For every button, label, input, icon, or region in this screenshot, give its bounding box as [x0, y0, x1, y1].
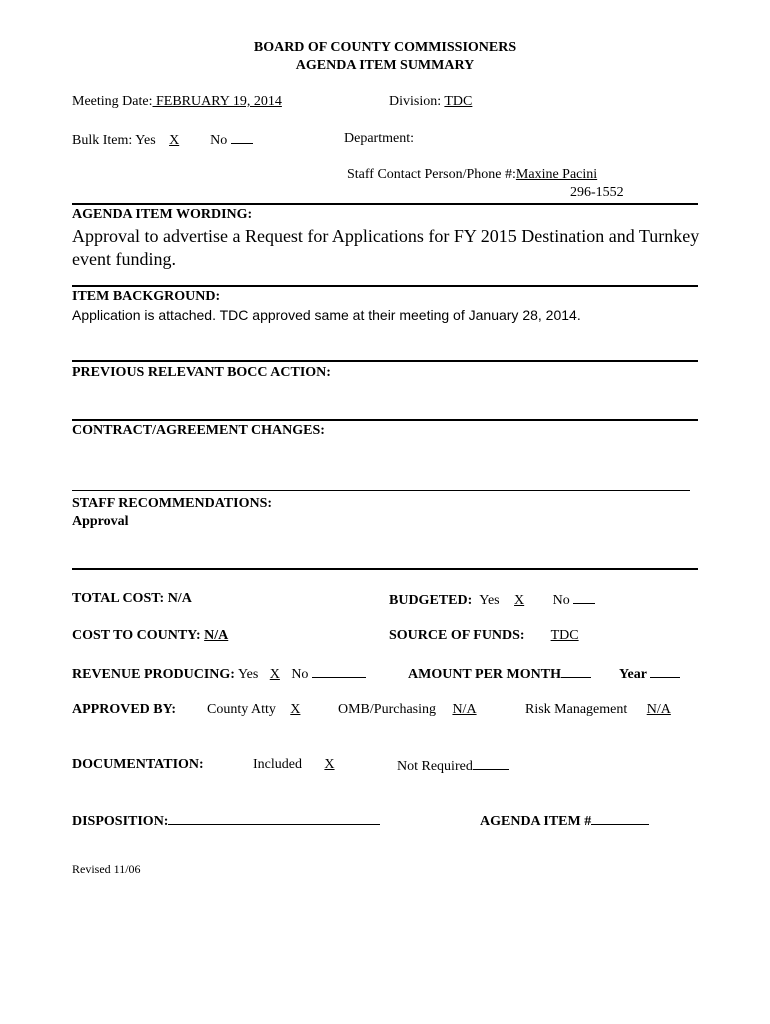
included-value: X — [324, 757, 335, 772]
bulk-item-no-blank — [231, 131, 253, 144]
not-required-row — [397, 757, 509, 775]
risk-management-row — [525, 702, 687, 718]
disposition-label: DISPOSITION: — [72, 814, 169, 829]
year-row — [619, 665, 680, 683]
budgeted-yes-label: Yes — [479, 593, 500, 608]
agenda-item-label: AGENDA ITEM # — [480, 814, 592, 829]
amount-per-month-label: AMOUNT PER MONTH — [408, 667, 561, 682]
form-subtitle: AGENDA ITEM SUMMARY — [295, 58, 475, 73]
budgeted-no-label: No — [552, 593, 570, 608]
disposition-row — [72, 812, 380, 830]
revised-note: Revised 11/06 — [72, 862, 141, 876]
item-background-text: Application is attached. TDC approved same at their meeting of January 28, 2014. — [72, 307, 581, 323]
county-atty-row — [207, 702, 311, 718]
risk-management-label: Risk Management — [525, 702, 628, 717]
division-label: Division: — [389, 94, 442, 109]
not-required-label: Not Required — [397, 759, 473, 774]
included-row — [253, 757, 353, 773]
omb-row — [338, 702, 490, 718]
staff-contact-label: Staff Contact Person/Phone #: — [347, 167, 516, 182]
agenda-item-blank — [591, 812, 649, 825]
not-required-blank — [473, 757, 509, 770]
item-background-label: ITEM BACKGROUND: — [72, 289, 221, 304]
omb-label: OMB/Purchasing — [338, 702, 436, 717]
bulk-item-no-label: No — [210, 133, 228, 148]
cost-to-county-row — [72, 628, 228, 644]
documentation-label: DOCUMENTATION: — [72, 757, 204, 772]
year-blank — [650, 665, 680, 678]
divider-5 — [72, 490, 690, 491]
risk-management-value: N/A — [646, 702, 671, 717]
contract-changes-label: CONTRACT/AGREEMENT CHANGES: — [72, 423, 325, 438]
division-row — [389, 94, 472, 110]
bulk-item-row — [72, 131, 253, 149]
revenue-no-blank — [312, 665, 366, 678]
previous-action-label: PREVIOUS RELEVANT BOCC ACTION: — [72, 365, 331, 380]
agenda-item-row — [480, 812, 649, 830]
divider-6 — [72, 568, 698, 570]
staff-contact-phone: 296-1552 — [570, 185, 624, 200]
budgeted-yes-value: X — [514, 593, 525, 608]
divider-1 — [72, 203, 698, 205]
revenue-row — [72, 665, 366, 683]
bulk-item-label: Bulk Item: — [72, 133, 133, 148]
included-label: Included — [253, 757, 302, 772]
revenue-no-label: No — [291, 667, 309, 682]
staff-recommendations-text: Approval — [72, 514, 129, 529]
cost-to-county-label: COST TO COUNTY: — [72, 628, 201, 643]
source-of-funds-value: TDC — [550, 628, 579, 643]
revenue-yes-value: X — [269, 667, 280, 682]
budgeted-label: BUDGETED: — [389, 593, 473, 608]
budgeted-row — [389, 591, 595, 609]
division-value: TDC — [444, 94, 473, 109]
amount-per-month-blank — [561, 665, 591, 678]
approved-by-label: APPROVED BY: — [72, 702, 177, 717]
staff-contact-name: Maxine Pacini — [515, 167, 598, 182]
total-cost-label: TOTAL COST: N/A — [72, 591, 192, 606]
amount-per-month-row — [408, 665, 591, 683]
agenda-wording-text: Approval to advertise a Request for Applications for FY 2015 Destination and Turnkey event funding. — [72, 226, 700, 269]
source-of-funds-row — [389, 628, 605, 644]
divider-4 — [72, 419, 698, 421]
disposition-blank — [168, 812, 380, 825]
department-label: Department: — [344, 131, 414, 146]
revenue-label: REVENUE PRODUCING: — [72, 667, 235, 682]
county-atty-label: County Atty — [207, 702, 276, 717]
divider-3 — [72, 360, 698, 362]
bulk-item-yes-value: X — [169, 133, 180, 148]
staff-contact-row — [347, 167, 616, 183]
budgeted-no-blank — [573, 591, 595, 604]
agenda-wording-label: AGENDA ITEM WORDING: — [72, 207, 253, 222]
bulk-item-yes-label: Yes — [135, 133, 156, 148]
meeting-date-row — [72, 94, 282, 110]
omb-value: N/A — [452, 702, 477, 717]
revenue-yes-label: Yes — [237, 667, 259, 682]
cost-to-county-value: N/A — [204, 628, 229, 643]
form-title: BOARD OF COUNTY COMMISSIONERS — [253, 40, 517, 55]
meeting-date-label: Meeting Date: — [72, 94, 153, 109]
divider-2 — [72, 285, 698, 287]
source-of-funds-label: SOURCE OF FUNDS: — [389, 628, 525, 643]
year-label: Year — [619, 667, 647, 682]
county-atty-value: X — [290, 702, 301, 717]
staff-recommendations-label: STAFF RECOMMENDATIONS: — [72, 496, 273, 511]
meeting-date-value: FEBRUARY 19, 2014 — [152, 94, 282, 109]
